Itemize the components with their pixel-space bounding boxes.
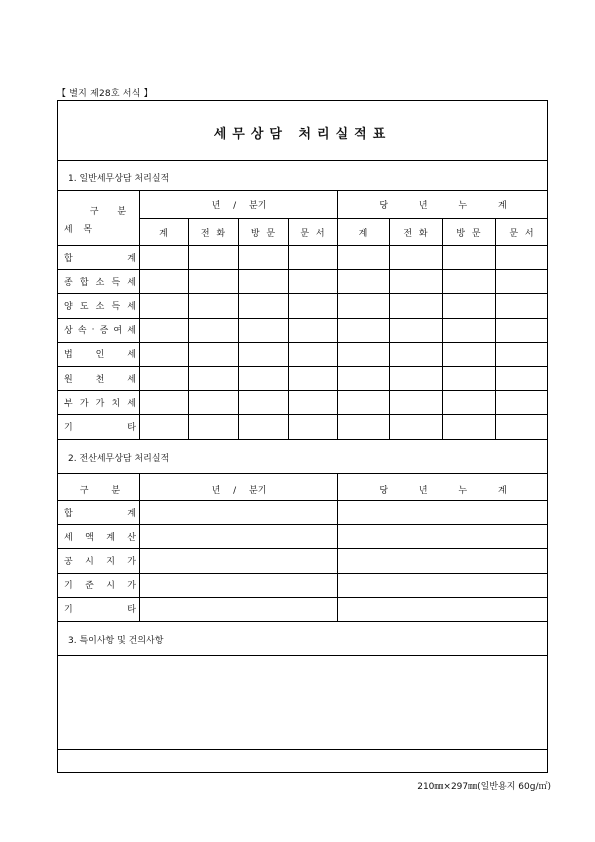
column-line [288,218,289,439]
corner-bottom-label: 세 목 [63,225,97,235]
s1-group-cumulative: 당 년 누 계 [379,200,507,211]
paper-spec: 210㎜×297㎜(일반용지 60g/㎡) [417,782,551,792]
column-line [389,218,390,439]
rule-line [58,473,547,474]
subcol-header: 방 문 [456,229,481,239]
form-frame [57,100,548,773]
column-line [188,218,189,439]
subcol-header: 계 [159,229,168,239]
column-line [238,218,239,439]
s1-row-label: 종 합 소 득 세 [64,277,136,288]
section3-heading: 3. 특이사항 및 건의사항 [68,636,164,646]
column-line [139,473,140,621]
subcol-header: 문 서 [300,229,325,239]
s1-row-label: 기 타 [64,422,136,433]
s1-row-label: 합 계 [64,253,136,264]
s2-row-label: 기 준 시 가 [64,581,136,592]
rule-line [58,655,547,656]
rule-line [58,439,547,440]
s1-row-label: 부 가 가 치 세 [64,398,136,409]
s2-corner-label: 구 분 [79,485,121,496]
s2-group-cumulative: 당 년 누 계 [379,485,507,496]
s2-row-label: 기 타 [64,605,136,616]
corner-top-label: 구 분 [89,207,135,217]
s2-row-label: 세 액 계 산 [64,532,136,543]
s1-row-label: 상 속 · 증 여 세 [64,324,136,337]
form-title: 세무상담 처리실적표 [213,127,392,142]
s1-row-label: 원 천 세 [64,374,136,385]
column-line [495,218,496,439]
subcol-header: 전 화 [200,229,226,239]
s2-row-label: 공 시 지 가 [64,556,136,567]
rule-line [58,749,547,750]
s2-group-period: 년 / 분기 [211,485,267,496]
subcol-header: 계 [358,229,368,239]
section2-heading: 2. 전산세무상담 처리실적 [68,454,170,464]
section1-heading: 1. 일반세무상담 처리실적 [68,174,170,184]
form-code: 【 별지 제28호 서식 】 [57,89,153,99]
s2-row-label: 합 계 [64,508,136,519]
subcol-header: 방 문 [250,229,276,239]
column-line [337,473,338,621]
s1-group-period: 년 / 분기 [211,200,267,211]
column-line [442,218,443,439]
subcol-header: 문 서 [509,229,534,239]
subcol-header: 전 화 [403,229,428,239]
rule-line [58,621,547,622]
s1-row-label: 법 인 세 [64,350,136,361]
s1-row-label: 양 도 소 득 세 [64,301,136,312]
